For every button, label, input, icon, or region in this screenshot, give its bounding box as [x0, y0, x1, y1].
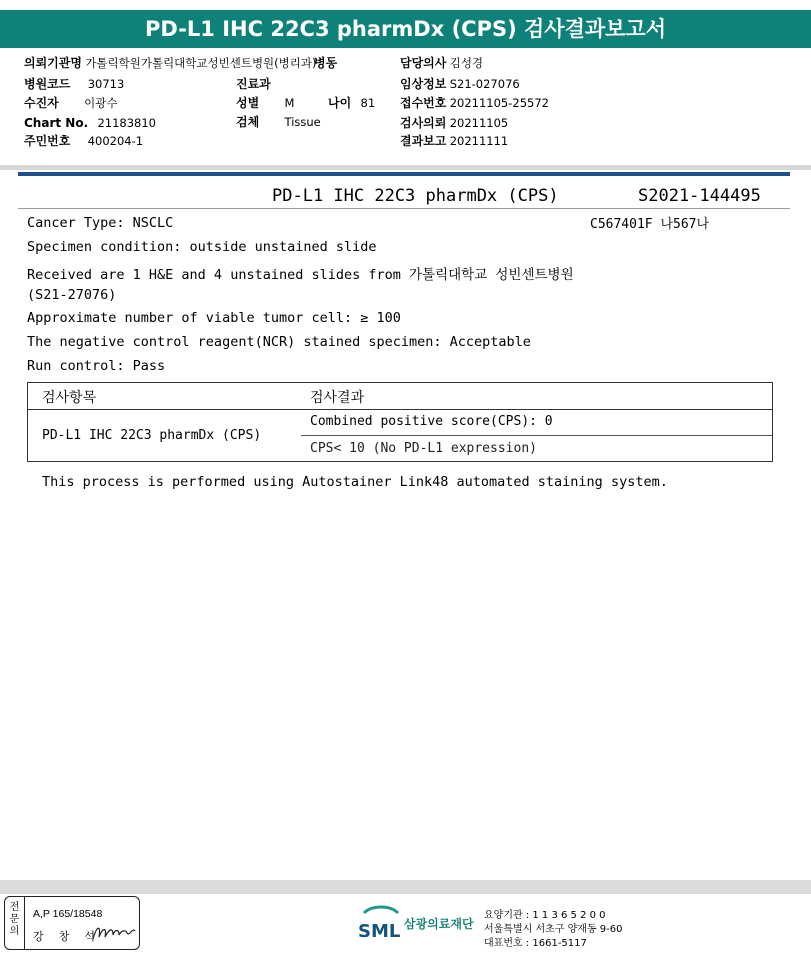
resident-label: 주민번호 — [24, 134, 71, 148]
specimen-code: C567401F 나567나 — [590, 217, 710, 232]
signature-icon — [91, 921, 137, 943]
report-date-label: 결과보고 — [400, 134, 447, 148]
clinical-field — [400, 77, 520, 91]
sex-value: M — [284, 96, 295, 110]
age-value: 81 — [360, 96, 376, 110]
institution-code: 요양기관 : 1 1 3 6 5 2 0 0 — [484, 910, 606, 921]
organization-name: 삼광의료재단 — [404, 917, 474, 931]
report-line: The negative control reagent(NCR) stained specimen: Acceptable — [27, 334, 531, 350]
patient-value: 이광수 — [84, 96, 118, 110]
result-interpretation: CPS< 10 (No PD-L1 expression) — [310, 441, 537, 456]
institution-field — [24, 56, 316, 70]
resident-value: 400204-1 — [87, 134, 144, 148]
receipt-label: 접수번호 — [400, 96, 447, 110]
patient-label: 수진자 — [24, 96, 59, 110]
request-label: 검사의뢰 — [400, 116, 447, 130]
col-result-header: 검사결과 — [310, 390, 365, 406]
stamp-license: A,P 165/18548 — [33, 908, 103, 920]
specimen-label: 검체 — [236, 115, 260, 129]
col-item-header: 검사항목 — [42, 390, 97, 406]
report-line: Received are 1 H&E and 4 unstained slides from 가톨릭대학교 성빈센트병원 — [27, 267, 574, 283]
chart-value: 21183810 — [97, 116, 157, 130]
hospital-code-field — [24, 77, 124, 91]
specimen-field — [236, 115, 321, 129]
ward-label: 병동 — [314, 56, 338, 70]
header-divider — [0, 165, 811, 170]
section-rule — [18, 172, 790, 176]
receipt-field — [400, 96, 549, 110]
svg-text:SML: SML — [358, 921, 401, 942]
hospital-code-label: 병원코드 — [24, 77, 71, 91]
report-date-value: 20211111 — [449, 134, 509, 148]
age-label: 나이 — [328, 96, 352, 110]
sml-logo-icon — [358, 903, 404, 943]
doctor-field — [400, 56, 483, 70]
report-line: (S21-27076) — [27, 287, 117, 303]
clinical-value: S21-027076 — [449, 77, 520, 91]
test-item: PD-L1 IHC 22C3 pharmDx (CPS) — [42, 428, 262, 443]
clinical-label: 임상정보 — [400, 77, 447, 91]
report-line: Run control: Pass — [27, 358, 166, 374]
request-field — [400, 116, 508, 130]
age-field — [328, 96, 375, 110]
report-line: Specimen condition: outside unstained slide — [27, 239, 377, 255]
doctor-value: 김성경 — [449, 56, 484, 70]
footer-divider — [0, 880, 811, 894]
department-label: 진료과 — [236, 77, 271, 91]
doctor-label: 담당의사 — [400, 56, 447, 70]
stamp-label: 전문의 — [5, 897, 25, 949]
report-title: PD-L1 IHC 22C3 pharmDx (CPS) 검사결과보고서 — [0, 10, 811, 48]
report-line: Approximate number of viable tumor cell: ≥ 100 — [27, 310, 401, 326]
result-divider — [301, 435, 772, 436]
department-field — [236, 77, 271, 91]
sex-field — [236, 96, 294, 110]
chart-label: Chart No. — [24, 116, 89, 130]
request-value: 20211105 — [449, 116, 509, 130]
chart-field — [24, 116, 156, 130]
method-note: This process is performed using Autostainer Link48 automated staining system. — [42, 474, 668, 490]
result-table-header — [28, 383, 772, 410]
stamp-name: 강 창 석 — [33, 931, 101, 943]
report-number: S2021-144495 — [638, 186, 761, 206]
resident-field — [24, 134, 143, 148]
result-table — [27, 382, 773, 462]
report-line: Cancer Type: NSCLC — [27, 215, 174, 231]
address: 서울특별시 서초구 양재동 9-60 — [484, 924, 623, 935]
specimen-value: Tissue — [284, 115, 321, 129]
institution-label: 의뢰기관명 — [24, 56, 82, 70]
result-score: Combined positive score(CPS): 0 — [310, 414, 553, 429]
sex-label: 성별 — [236, 96, 260, 110]
test-name: PD-L1 IHC 22C3 pharmDx (CPS) — [272, 186, 559, 206]
pathologist-stamp — [4, 896, 140, 950]
institution-value: 가톨릭학원가톨릭대학교성빈센트병원(병리과) — [85, 56, 317, 70]
phone-number: 대표번호 : 1661-5117 — [484, 938, 587, 949]
patient-field — [24, 96, 117, 110]
sub-rule — [18, 208, 790, 209]
receipt-value: 20211105-25572 — [449, 96, 549, 110]
report-date-field — [400, 134, 508, 148]
hospital-code-value: 30713 — [87, 77, 125, 91]
ward-field — [314, 56, 337, 70]
